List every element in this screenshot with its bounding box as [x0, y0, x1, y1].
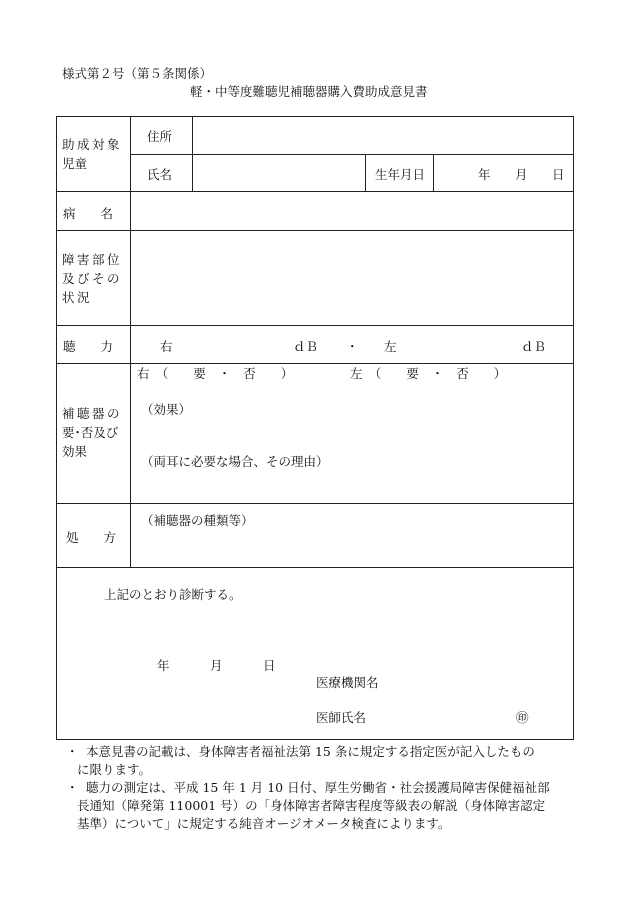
row-divider [130, 154, 573, 155]
address-label: 住所 [147, 129, 173, 144]
binaural-reason-label: （両耳に必要な場合、その理由） [141, 454, 329, 469]
row-divider [56, 191, 573, 192]
hearing-left-db: ｄＢ [521, 339, 547, 354]
birth-month-unit: 月 [515, 167, 528, 182]
hearing-aid-label: 補聴器の 要･否及び 効果 [62, 406, 123, 459]
birth-date-label: 生年月日 [375, 167, 426, 182]
birth-year-unit: 年 [478, 167, 491, 182]
column-divider [130, 116, 131, 567]
hearing-right-label: 右 [160, 339, 173, 354]
disease-field[interactable] [135, 194, 567, 227]
column-divider [433, 154, 434, 191]
note-1-continued: に限ります。 [77, 762, 152, 777]
seal-mark: ㊞ [516, 710, 529, 725]
row-divider [56, 503, 573, 504]
disability-label: 障害部位 及びその 状況 [62, 252, 123, 305]
name-label: 氏名 [147, 167, 173, 182]
name-field[interactable] [197, 157, 360, 189]
note-1: 本意見書の記載は、身体障害者福祉法第 15 条に規定する指定医が記入したもの [86, 744, 535, 759]
disability-field[interactable] [135, 234, 567, 322]
row-divider [56, 325, 573, 326]
disease-label: 病 名 [63, 206, 114, 221]
prescription-label: 処 方 [66, 530, 117, 545]
hearing-aid-right-choice[interactable]: 右 （ 要 ・ 否 ） [137, 366, 294, 381]
note-2: 聴力の測定は、平成 15 年 1 月 10 日付、厚生労働省・社会援護局障害保健福祉部 [86, 780, 550, 795]
birth-day-unit: 日 [552, 167, 565, 182]
diagnosis-month-unit: 月 [210, 658, 223, 673]
column-divider [192, 116, 193, 191]
form-number: 様式第２号（第５条関係） [62, 66, 213, 81]
hearing-right-db: ｄＢ [293, 339, 319, 354]
column-divider [365, 154, 366, 191]
diagnosis-year-unit: 年 [157, 658, 170, 673]
hearing-left-label: 左 [384, 339, 397, 354]
diagnosis-statement: 上記のとおり診断する。 [104, 587, 242, 602]
child-label: 助成対象 児童 [62, 137, 123, 171]
hearing-aid-left-choice[interactable]: 左 （ 要 ・ 否 ） [350, 366, 507, 381]
doctor-name-label: 医師氏名 [316, 710, 367, 725]
hearing-separator: ・ [346, 339, 359, 354]
hearing-aid-type-label: （補聴器の種類等） [141, 513, 254, 528]
note-2-continued: 長通知（障発第 110001 号）の「身体障害者障害程度等級表の解説（身体障害認定 [77, 798, 546, 813]
note-bullet: ・ [66, 780, 79, 795]
row-divider [56, 567, 573, 568]
document-title: 軽・中等度難聴児補聴器購入費助成意見書 [190, 84, 428, 99]
diagnosis-day-unit: 日 [263, 658, 276, 673]
row-divider [56, 230, 573, 231]
effect-label: （効果） [141, 402, 192, 417]
hearing-label: 聴 力 [63, 339, 114, 354]
note-bullet: ・ [66, 744, 79, 759]
note-2-continued: 基準）について」に規定する純音オージオメータ検査によります。 [77, 816, 451, 831]
medical-institution-label: 医療機関名 [316, 675, 379, 690]
address-field[interactable] [197, 118, 567, 152]
prescription-field[interactable] [135, 530, 567, 564]
